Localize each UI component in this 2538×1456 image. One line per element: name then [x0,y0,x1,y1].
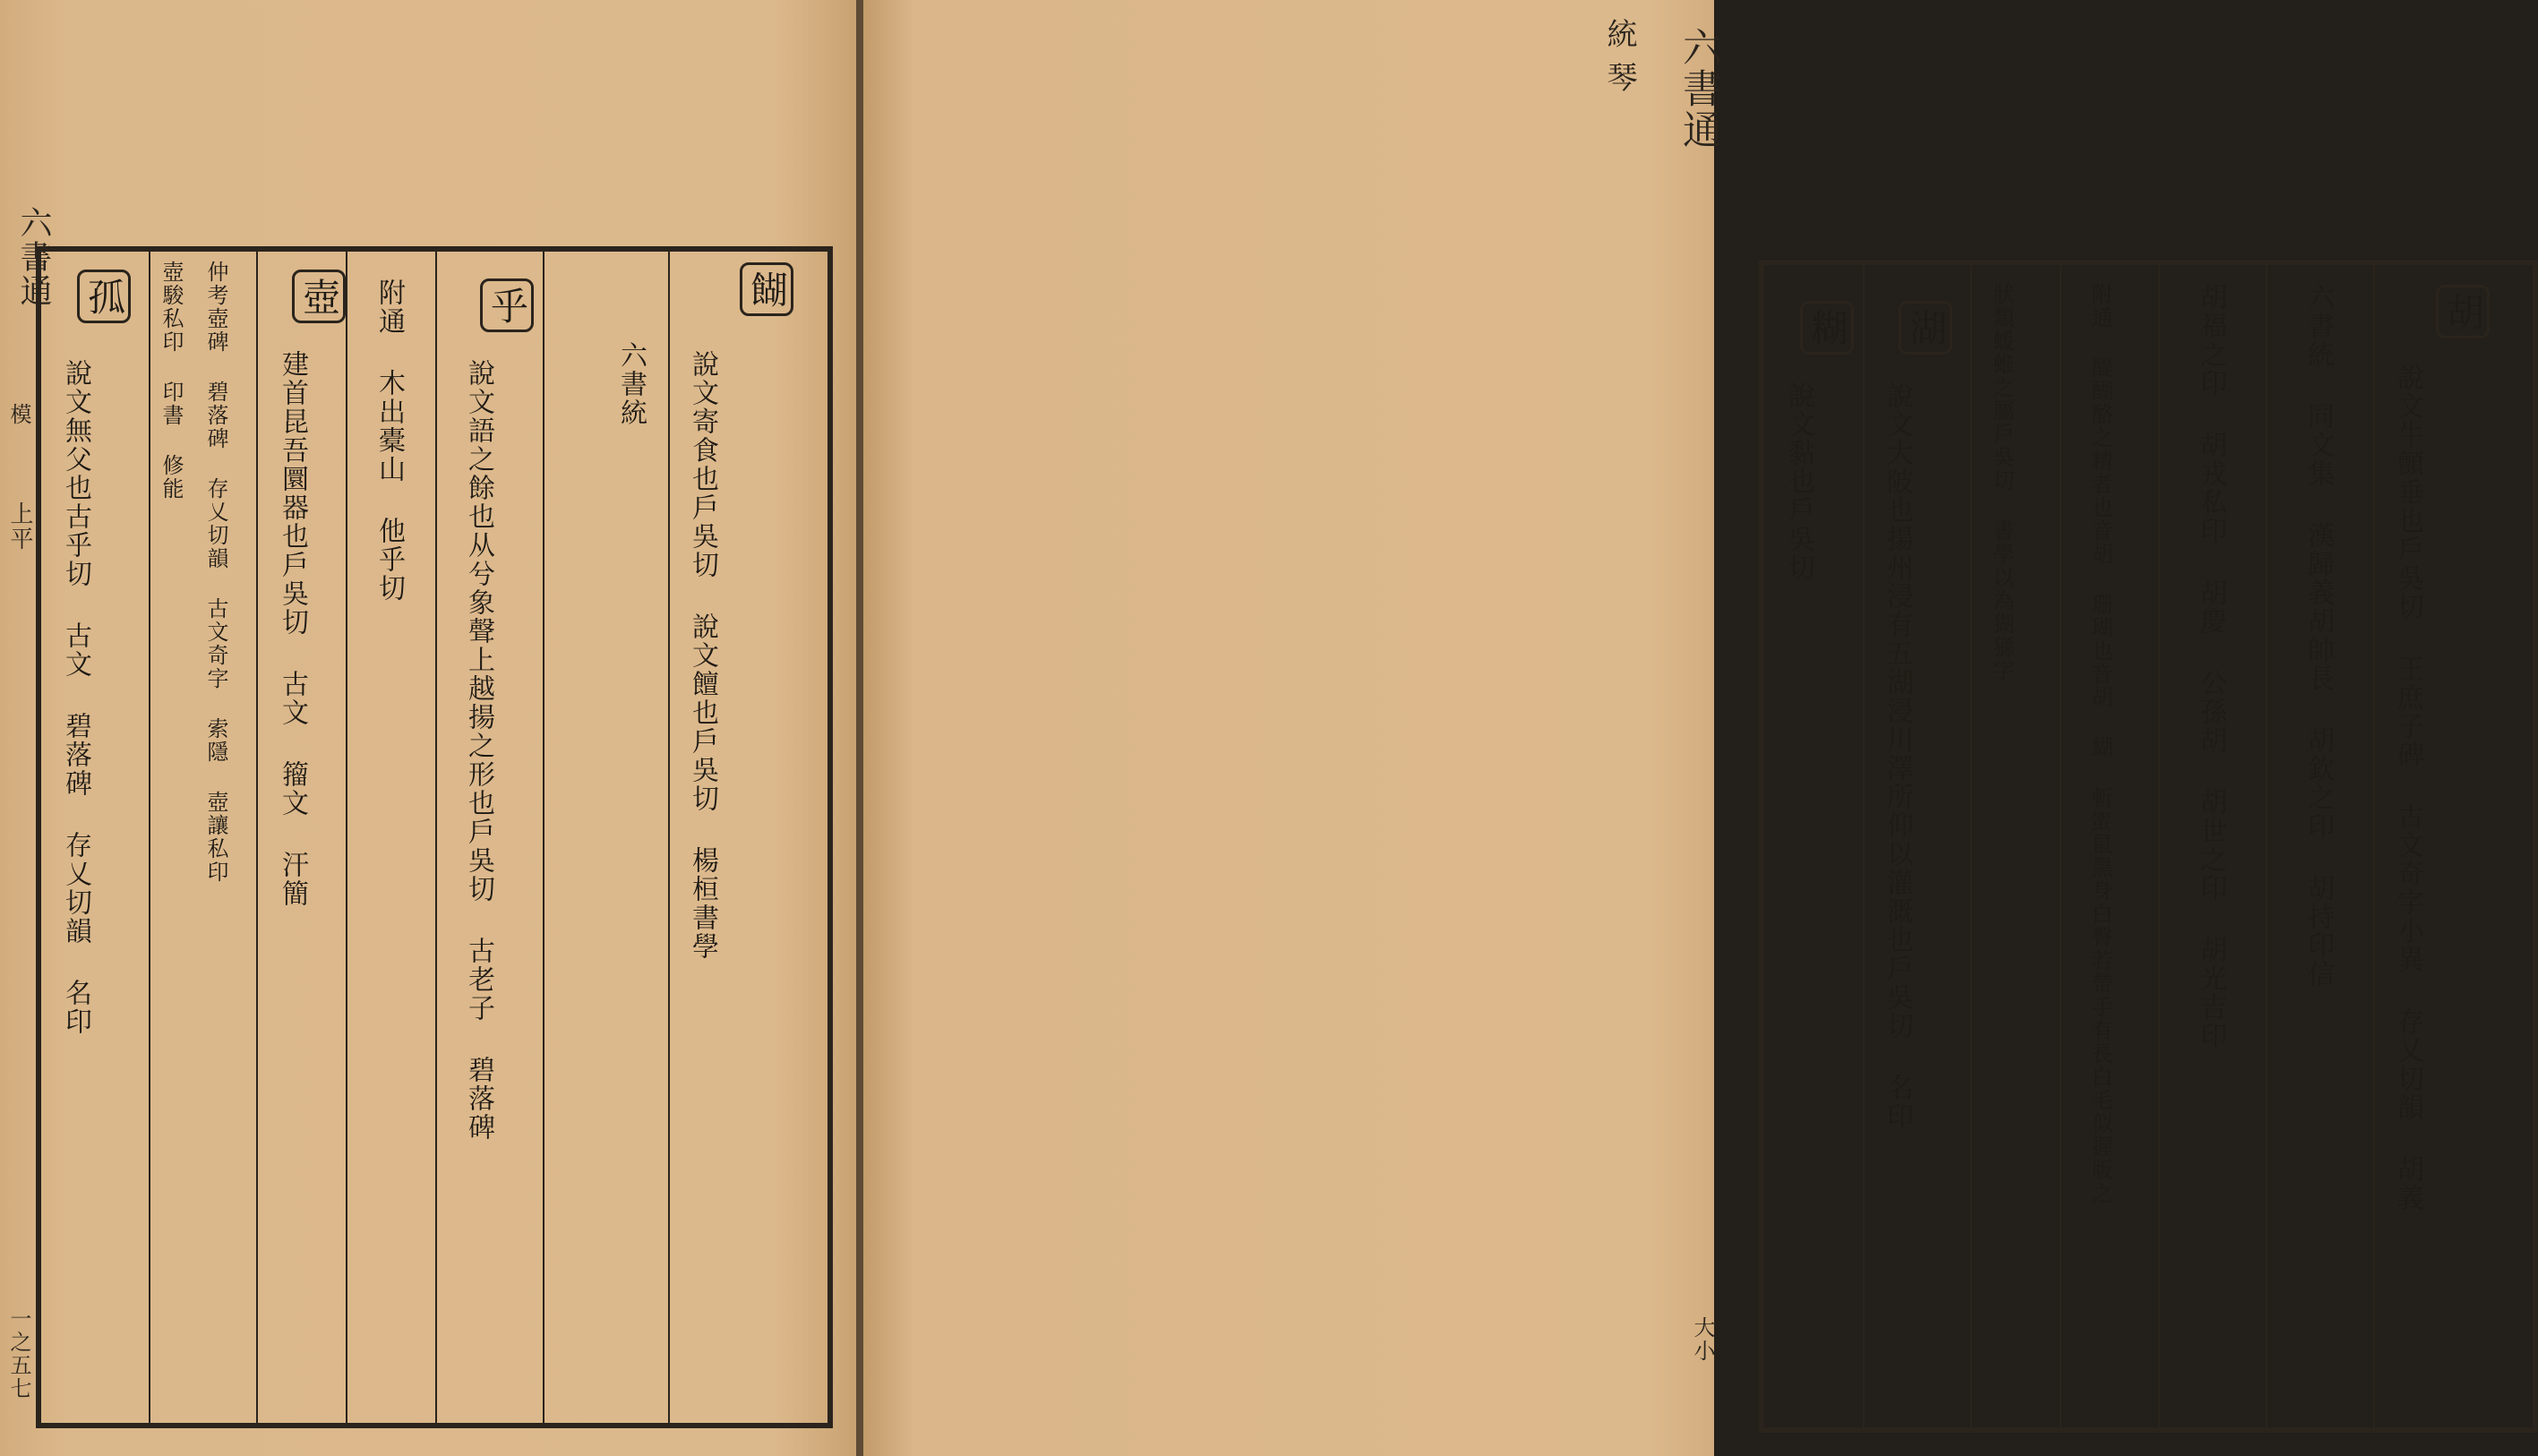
headword-box: 糊 [1800,301,1854,355]
running-title-right: 六書通 [1676,27,1721,150]
entry-text: 說文語之餘也从兮象聲上越揚之形也戶吳切 古老子 碧落碑 [463,359,494,1142]
entry-text: 附通 醍醐酪之精者也音胡 珊瑚也音胡 蝴 斬𧉪鼠黑身白臀若帶手有長白毛似握版之 [2088,283,2113,1205]
margin-note: 統 琴 [1601,18,1637,94]
margin-bottom-note: 大小 [1690,1316,1715,1363]
entry-text: 說文無父也古乎切 古文 碧落碑 存乂切韻 名印 [60,359,91,1036]
right-page [863,0,2485,1456]
headword-box: 孤 [77,270,131,323]
headword-box: 餬 [740,262,793,316]
entry-text: 建首昆吾圜器也戶吳切 古文 籀文 汗簡 [277,350,308,908]
entry-text: 附通 木出橐山 他乎切 [373,278,405,603]
left-page [0,0,858,1456]
running-title-left: 六書通 [15,206,52,308]
entry-text: 六書統 同文集 漢歸義胡帥長 胡欽之印 胡持印信 [2302,283,2334,989]
headword-box: 壺 [292,270,346,323]
entry-text: 說文牛顫垂也戶吳切 王庶子碑 古文奇字小異 存乂切韻 胡義 [2392,364,2423,1212]
folio-number: 一之五七 [6,1307,31,1400]
entry-text: 說文寄食也戶吳切 說文饘也戶吳切 楊桓書學 [687,350,718,961]
entry-text: 仲考壺碑 碧落碑 存乂切韻 古文奇字 索隱 壺讓私印 [203,261,228,884]
section-label: 上平 [6,501,33,552]
entry-text: 壺駿私印 印書 修能 [159,261,184,501]
headword-box: 湖 [1899,301,1952,355]
entry-text: 說文大陂也揚州浸有五湖浸川澤所仰以灌溉也戶吳切 名印 [1882,381,1913,1131]
entry-text: 說文黏也戶吳切 [1783,381,1814,582]
headword-box: 胡 [2436,285,2490,338]
rhyme-label: 模 [6,403,31,426]
headword-box: 乎 [480,278,534,332]
entry-text: 狀類蝯蜼之屬戶吳切 書學以為猢猻字 [1989,283,2014,682]
text-frame-right [1759,260,2538,1433]
entry-text: 胡福之印 胡戎私印 胡慶 公孫胡 胡世之印 胡光吉印 [2195,283,2226,1050]
entry-text: 六書統 [615,341,647,427]
text-frame-left [36,246,833,1428]
